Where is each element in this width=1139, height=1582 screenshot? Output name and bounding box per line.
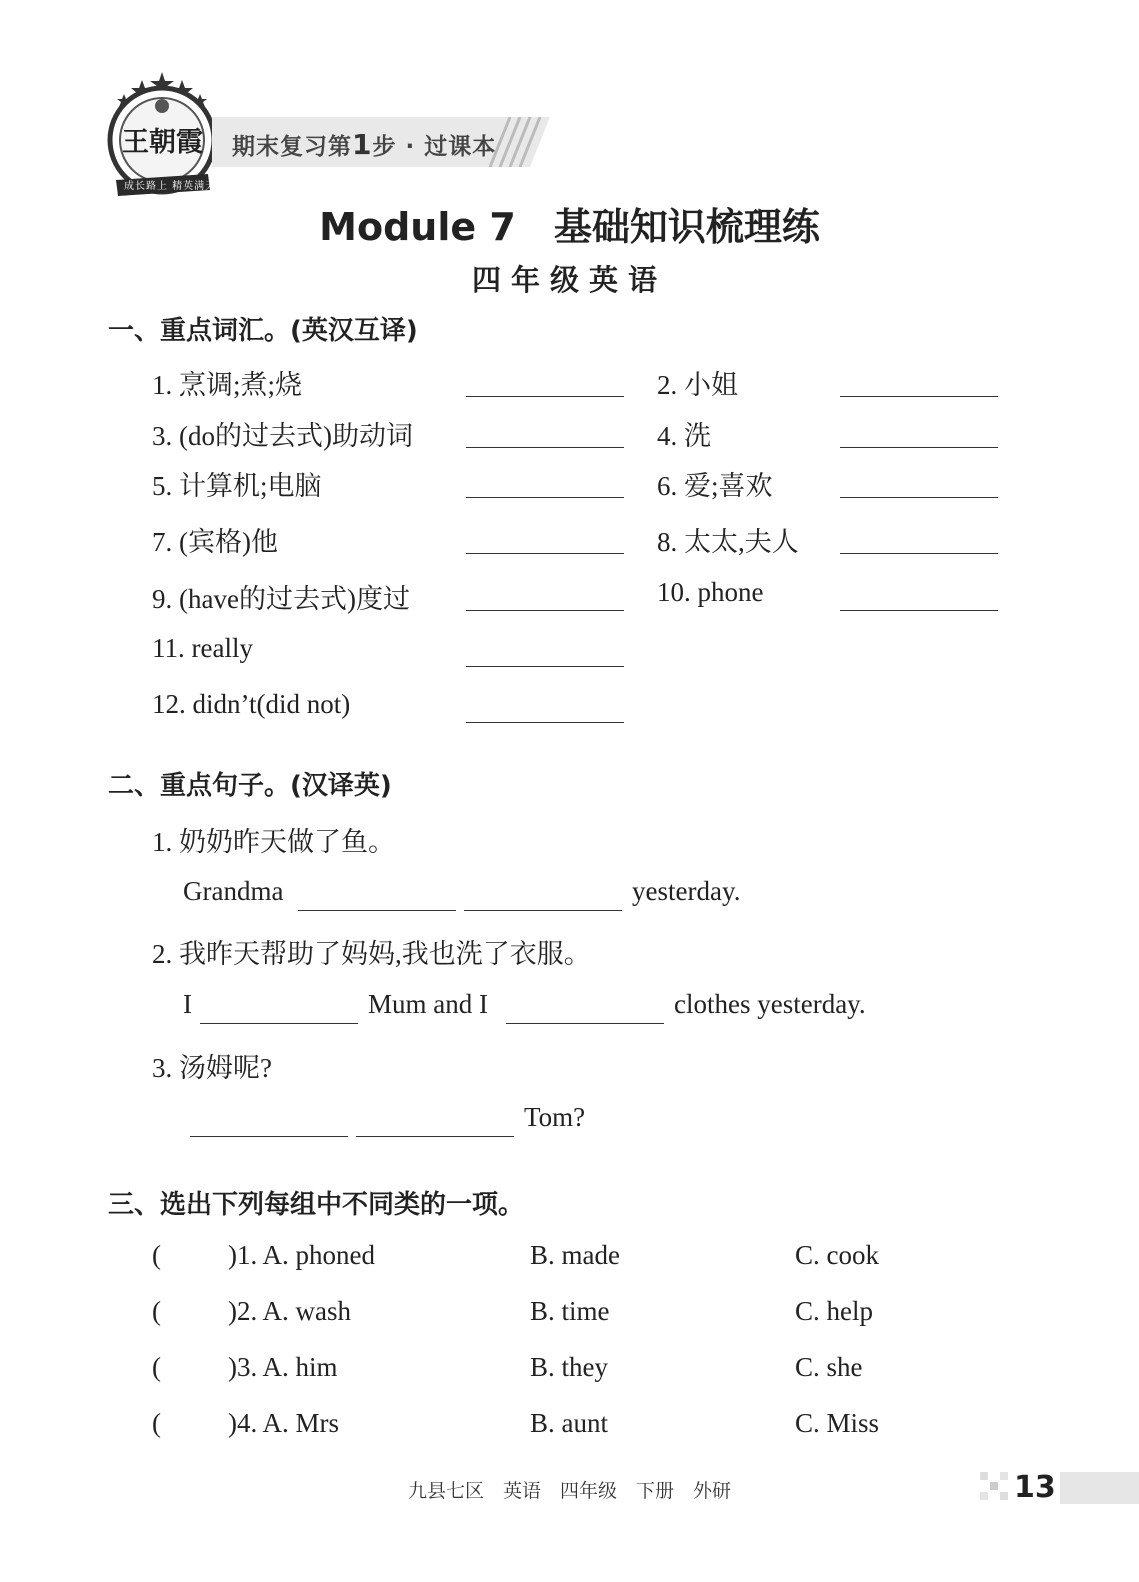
sentence-1-end: yesterday. bbox=[632, 876, 741, 906]
vocab-item-9: 9. (have的过去式)度过 bbox=[152, 584, 410, 614]
choice-row-2-option-b: B. time bbox=[530, 1296, 610, 1326]
answer-blank[interactable] bbox=[466, 396, 624, 397]
vocab-item-4: 4. 洗 bbox=[657, 421, 711, 451]
vocab-item-5: 5. 计算机;电脑 bbox=[152, 471, 322, 501]
vocab-item-7: 7. (宾格)他 bbox=[152, 527, 278, 557]
answer-paren[interactable]: ( bbox=[152, 1296, 161, 1326]
answer-blank[interactable] bbox=[466, 610, 624, 611]
answer-blank[interactable] bbox=[466, 447, 624, 448]
choice-row-1-option-b: B. made bbox=[530, 1240, 620, 1270]
answer-blank[interactable] bbox=[840, 610, 998, 611]
choice-row-2-option-c: C. help bbox=[795, 1296, 873, 1326]
vocab-item-2: 2. 小姐 bbox=[657, 370, 738, 400]
answer-blank[interactable] bbox=[466, 553, 624, 554]
answer-blank[interactable] bbox=[840, 396, 998, 397]
vocab-item-11: 11. really bbox=[152, 633, 253, 663]
answer-blank[interactable] bbox=[200, 1023, 358, 1024]
choice-row-4-option-b: B. aunt bbox=[530, 1408, 608, 1438]
answer-blank[interactable] bbox=[466, 722, 624, 723]
sentence-2-end: clothes yesterday. bbox=[674, 989, 866, 1019]
answer-blank[interactable] bbox=[506, 1023, 664, 1024]
section-2-heading: 二、重点句子。(汉译英) bbox=[108, 771, 392, 801]
answer-blank[interactable] bbox=[840, 553, 998, 554]
choice-row-1-option-c: C. cook bbox=[795, 1240, 879, 1270]
section-3-heading: 三、选出下列每组中不同类的一项。 bbox=[108, 1190, 525, 1220]
choice-row-1-option-a: )1. A. phoned bbox=[228, 1240, 375, 1270]
answer-blank[interactable] bbox=[466, 666, 624, 667]
badge-text: 王朝霞 bbox=[122, 127, 203, 158]
answer-blank[interactable] bbox=[190, 1136, 348, 1137]
vocab-item-12: 12. didn’t(did not) bbox=[152, 689, 351, 719]
answer-blank[interactable] bbox=[298, 910, 456, 911]
choice-row-2-option-a: )2. A. wash bbox=[228, 1296, 351, 1326]
vocab-item-1: 1. 烹调;煮;烧 bbox=[152, 370, 303, 400]
answer-blank[interactable] bbox=[356, 1136, 514, 1137]
page-corner-decoration bbox=[980, 1472, 1010, 1504]
vocab-item-3: 3. (do的过去式)助动词 bbox=[152, 421, 413, 451]
banner-suffix: 步 · 过课本 bbox=[372, 134, 497, 160]
answer-blank[interactable] bbox=[466, 497, 624, 498]
page-number-bar bbox=[1060, 1472, 1139, 1504]
page-title: Module 7 基础知识梳理练 bbox=[319, 205, 820, 249]
header-banner-text bbox=[232, 128, 496, 161]
section-1-heading: 一、重点词汇。(英汉互译) bbox=[108, 316, 418, 346]
page-footer: 九县七区 英语 四年级 下册 外研 bbox=[407, 1480, 731, 1502]
choice-row-3-option-b: B. they bbox=[530, 1352, 608, 1382]
vocab-item-8: 8. 太太,夫人 bbox=[657, 527, 799, 557]
answer-paren[interactable]: ( bbox=[152, 1408, 161, 1438]
sentence-2-prompt: 2. 我昨天帮助了妈妈,我也洗了衣服。 bbox=[152, 939, 591, 969]
answer-paren[interactable]: ( bbox=[152, 1352, 161, 1382]
vocab-item-10: 10. phone bbox=[657, 577, 764, 607]
answer-blank[interactable] bbox=[840, 497, 998, 498]
answer-blank[interactable] bbox=[464, 910, 622, 911]
sentence-2-start: I bbox=[183, 989, 192, 1019]
answer-paren[interactable]: ( bbox=[152, 1240, 161, 1270]
page-number: 13 bbox=[1014, 1470, 1056, 1505]
sentence-1-prompt: 1. 奶奶昨天做了鱼。 bbox=[152, 827, 395, 857]
sentence-2-mid: Mum and I bbox=[368, 989, 488, 1019]
answer-blank[interactable] bbox=[840, 447, 998, 448]
banner-prefix: 期末复习第 bbox=[232, 134, 352, 160]
choice-row-4-option-a: )4. A. Mrs bbox=[228, 1408, 340, 1438]
banner-step: 1 bbox=[352, 128, 373, 161]
choice-row-3-option-a: )3. A. him bbox=[228, 1352, 338, 1382]
sentence-3-end: Tom? bbox=[524, 1102, 586, 1132]
choice-row-4-option-c: C. Miss bbox=[795, 1408, 880, 1438]
sentence-1-start: Grandma bbox=[183, 876, 284, 906]
badge-ribbon: 成长路上 精英满天 bbox=[124, 181, 217, 192]
sentence-3-prompt: 3. 汤姆呢? bbox=[152, 1053, 272, 1083]
page-subtitle: 四年级英语 bbox=[471, 263, 667, 297]
vocab-item-6: 6. 爱;喜欢 bbox=[657, 471, 773, 501]
choice-row-3-option-c: C. she bbox=[795, 1352, 863, 1382]
